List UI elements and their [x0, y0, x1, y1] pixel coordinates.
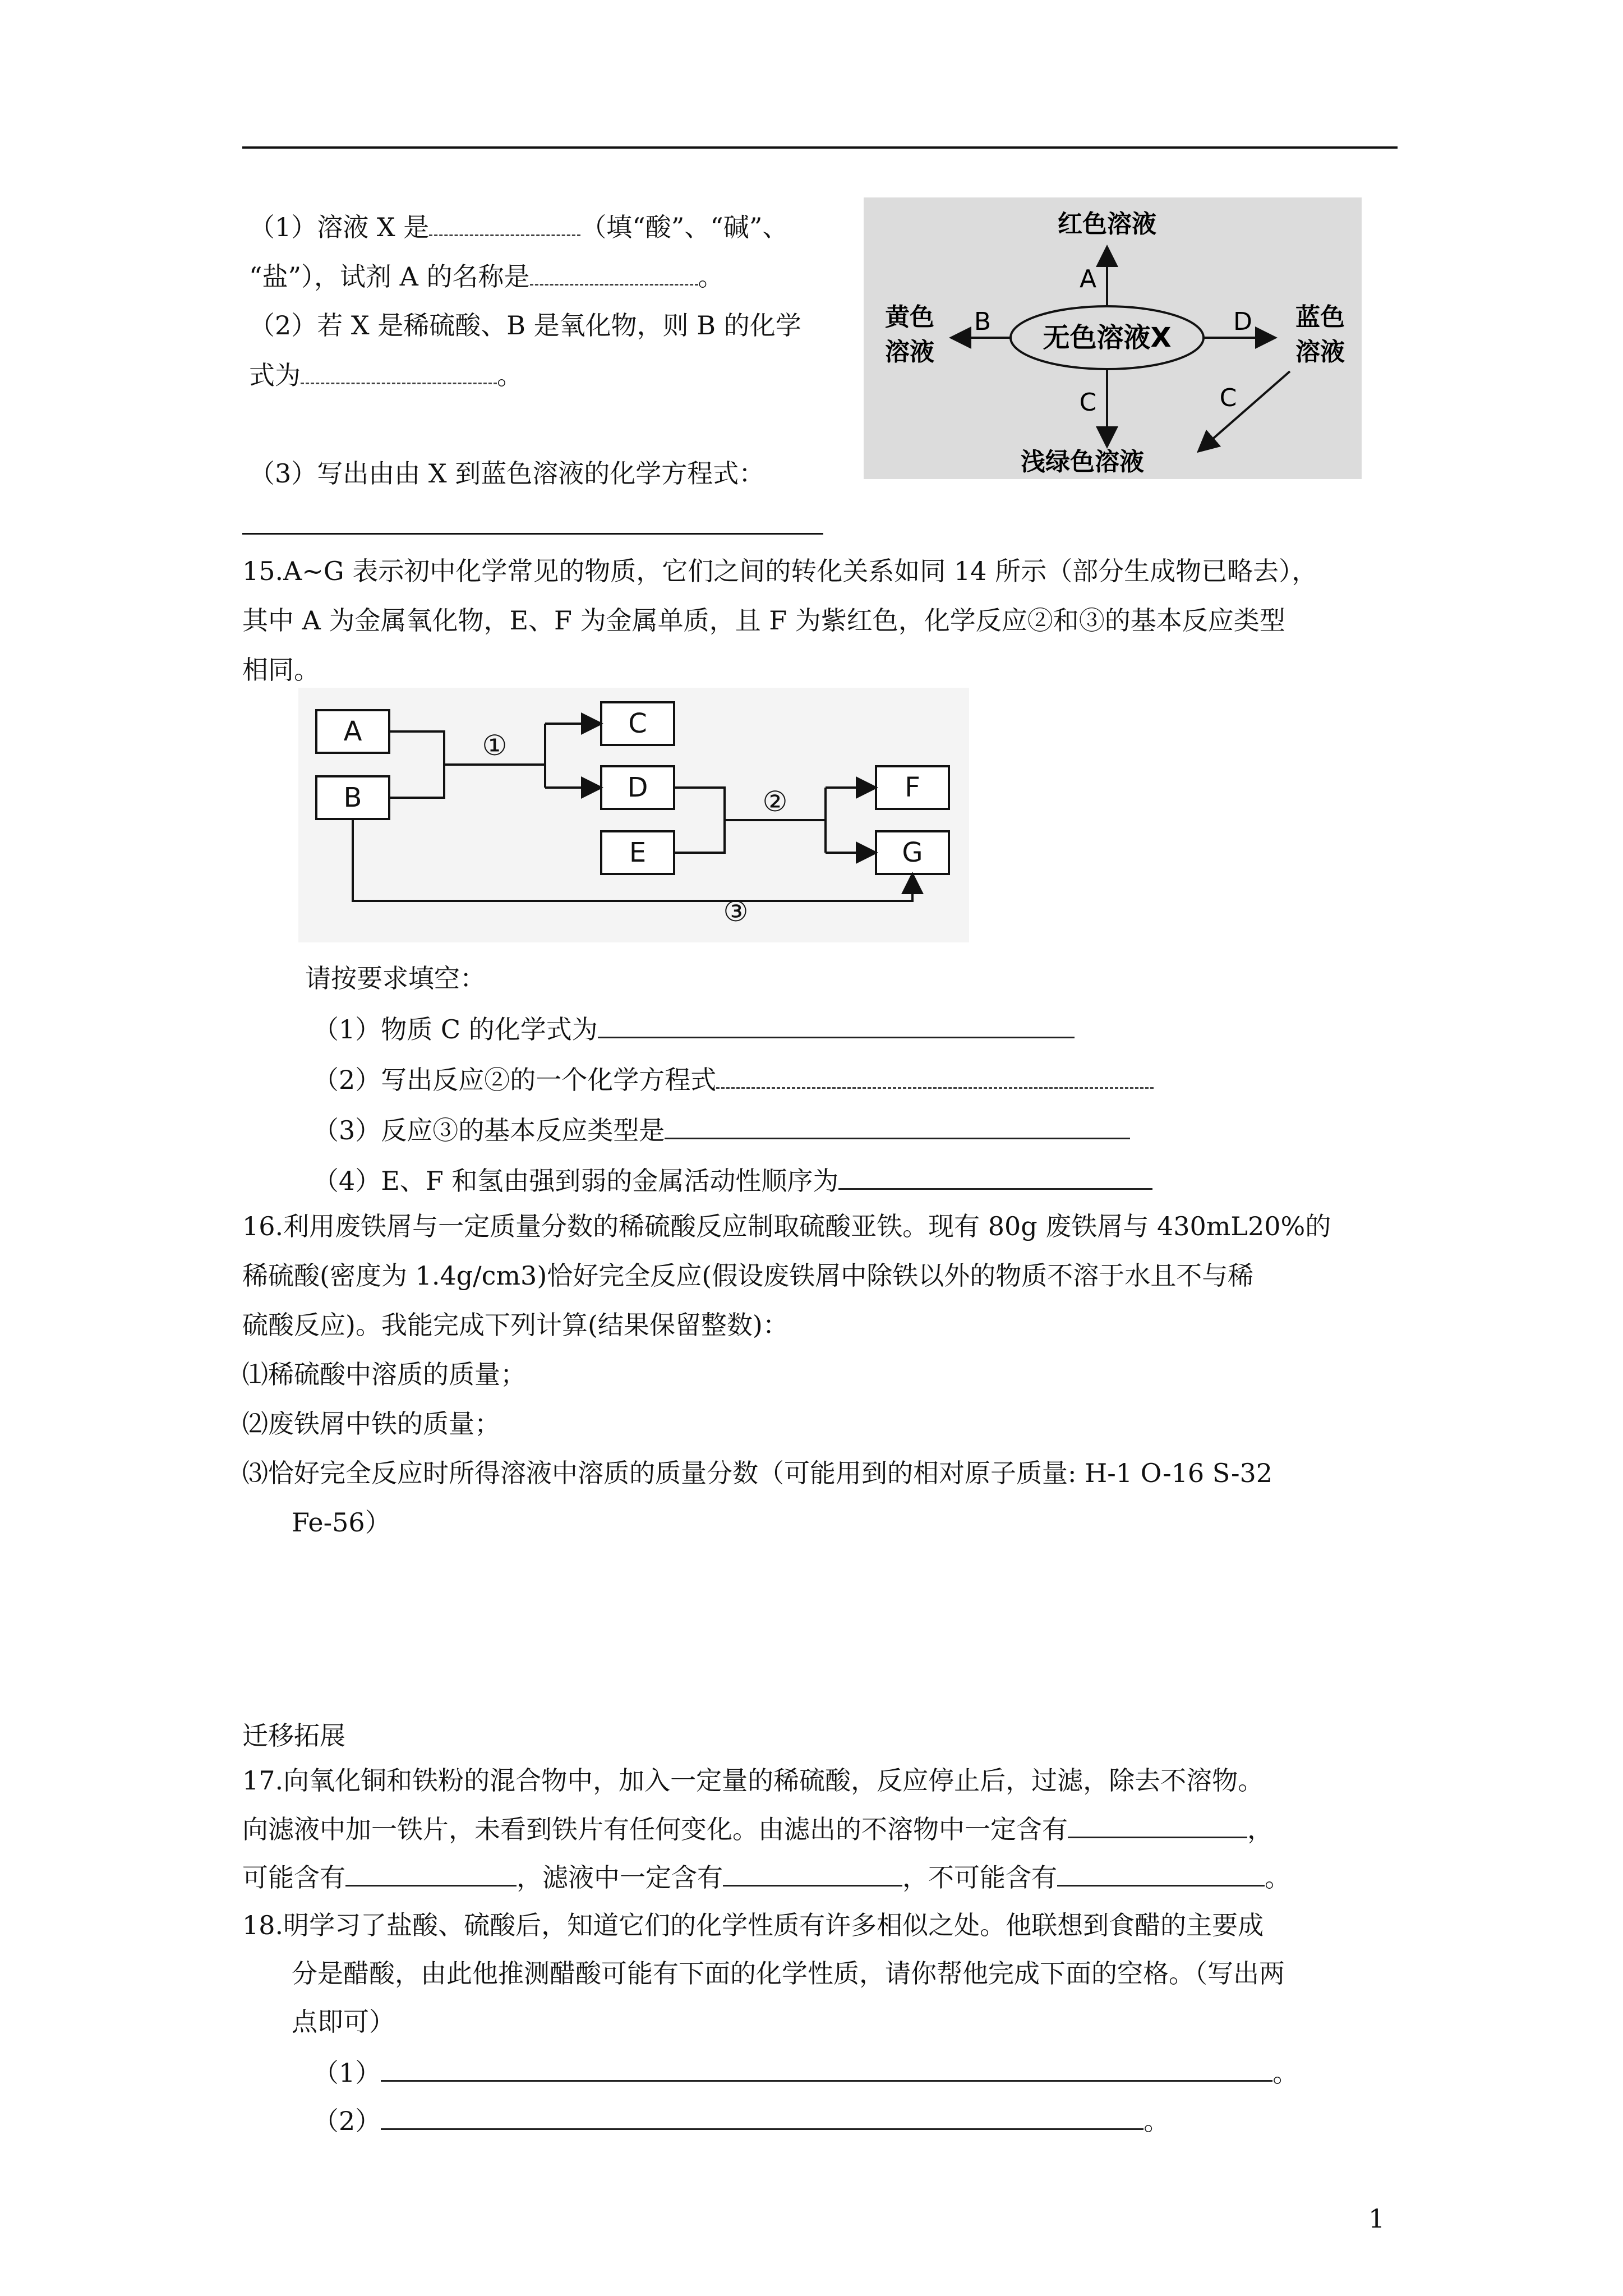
q15-line1: 15.A~G 表示初中化学常见的物质，它们之间的转化关系如同 14 所示（部分生成物已略去）， — [242, 556, 1318, 586]
answer-blank[interactable] — [345, 1860, 517, 1887]
q17-text: 向滤液中加一铁片，未看到铁片有任何变化。由滤出的不溶物中一定含有 — [242, 1814, 1068, 1844]
section-title: 迁移拓展 — [242, 1720, 345, 1751]
arrow-d-label: D — [1233, 307, 1252, 336]
q15-sub4 — [313, 1163, 1152, 1198]
q15-line3: 相同。 — [242, 655, 320, 685]
answer-blank[interactable] — [716, 1062, 1154, 1089]
q15-sub-text: （4）E、F 和氢由强到弱的金属活动性顺序为 — [313, 1166, 839, 1196]
left-label-1: 黄色 — [885, 303, 934, 332]
q17-text: ，不可能含有 — [902, 1862, 1057, 1893]
q18-answer-label: （2） — [313, 2106, 381, 2136]
q17-line3 — [242, 1860, 1290, 1894]
box-e-label: E — [629, 837, 647, 868]
q15-sub-text: （1）物质 C 的化学式为 — [313, 1014, 598, 1045]
q18-text: 。 — [1144, 2106, 1170, 2136]
answer-line[interactable] — [242, 533, 823, 535]
q14-line5: （3）写出由由 X 到蓝色溶液的化学方程式： — [249, 458, 765, 489]
top-label: 红色溶液 — [1058, 210, 1156, 238]
q14-text: （1）溶液 X 是 — [249, 212, 430, 242]
answer-blank[interactable] — [665, 1113, 1130, 1139]
q14-line4 — [249, 358, 523, 392]
box-a-label: A — [343, 716, 362, 747]
q14-text: （填“酸”、“碱”、 — [580, 212, 789, 242]
q14-text: 。 — [497, 360, 523, 390]
answer-blank[interactable] — [598, 1012, 1075, 1038]
q14-line1 — [249, 210, 788, 244]
bottom-label: 浅绿色溶液 — [1021, 448, 1144, 476]
q15-sub-text: （3）反应③的基本反应类型是 — [313, 1115, 665, 1145]
q14-text: 式为 — [249, 360, 301, 390]
answer-blank[interactable] — [530, 259, 698, 286]
page-number: 1 — [1368, 2203, 1385, 2234]
arrow-c2-label: C — [1219, 384, 1237, 412]
q15-sub2 — [313, 1062, 1154, 1097]
q17-line1: 17.向氧化铜和铁粉的混合物中，加入一定量的稀硫酸，反应停止后，过滤，除去不溶物。 — [242, 1765, 1264, 1796]
solution-diagram-svg — [864, 197, 1362, 479]
q18-line1: 18.明学习了盐酸、硫酸后，知道它们的化学性质有许多相似之处。他联想到食醋的主要成 — [242, 1910, 1264, 1940]
box-b-label: B — [343, 782, 362, 813]
answer-blank[interactable] — [723, 1860, 902, 1887]
q15-line2: 其中 A 为金属氧化物，E、F 为金属单质，且 F 为紫红色，化学反应②和③的基本反应类型 — [242, 605, 1285, 636]
q16-part1: ⑴稀硫酸中溶质的质量； — [242, 1359, 526, 1389]
answer-blank[interactable] — [381, 2055, 1272, 2082]
connector-ab — [389, 731, 444, 798]
q17-text: 。 — [1265, 1862, 1290, 1893]
right-label-1: 蓝色 — [1295, 303, 1345, 332]
q14-line2 — [249, 259, 724, 293]
q18-answer-label: （1） — [313, 2058, 381, 2088]
answer-blank[interactable] — [381, 2104, 1144, 2130]
q18-line2: 分是醋酸，由此他推测醋酸可能有下面的化学性质，请你帮他完成下面的空格。（写出两 — [292, 1958, 1285, 1989]
q16-part3-cont: Fe-56） — [292, 1507, 391, 1538]
box-d-label: D — [627, 772, 648, 803]
box-c-label: C — [628, 708, 647, 739]
arrow-c1-label: C — [1079, 388, 1097, 417]
left-label-2: 溶液 — [885, 338, 934, 366]
reaction-1-label: ① — [482, 729, 508, 762]
q16-line3: 硫酸反应)。我能完成下列计算(结果保留整数)： — [242, 1310, 789, 1340]
header-rule — [242, 146, 1398, 149]
q18-answer1 — [313, 2055, 1298, 2090]
q16-line2: 稀硫酸(密度为 1.4g/cm3)恰好完全反应(假设废铁屑中除铁以外的物质不溶于水且不与稀 — [242, 1260, 1254, 1291]
box-f-label: F — [905, 772, 920, 803]
q18-text: 。 — [1272, 2058, 1299, 2088]
arrow-a-label: A — [1079, 265, 1097, 293]
q18-answer2 — [313, 2104, 1169, 2138]
q15-sub3 — [313, 1113, 1130, 1147]
q15-sub1 — [313, 1012, 1075, 1046]
q16-part2: ⑵废铁屑中铁的质量； — [242, 1409, 500, 1439]
right-label-2: 溶液 — [1295, 338, 1345, 366]
answer-blank[interactable] — [1057, 1860, 1265, 1887]
solution-diagram — [864, 197, 1362, 479]
arrow-b-label: B — [974, 307, 992, 336]
answer-blank[interactable] — [429, 210, 580, 236]
q16-part3: ⑶恰好完全反应时所得溶液中溶质的质量分数（可能用到的相对原子质量: H-1 O-16 S-32 — [242, 1458, 1273, 1488]
q17-text: ，滤液中一定含有 — [517, 1862, 723, 1893]
reaction-flow-diagram — [298, 688, 969, 942]
arrow-c2 — [1200, 371, 1290, 450]
q15-instructions: 请按要求填空： — [305, 963, 486, 993]
reaction-3-label: ③ — [723, 895, 749, 928]
connector-de — [674, 788, 725, 853]
answer-blank[interactable] — [838, 1163, 1152, 1190]
q14-text: “盐”），试剂 A 的名称是 — [249, 261, 530, 292]
q16-line1: 16.利用废铁屑与一定质量分数的稀硫酸反应制取硫酸亚铁。现有 80g 废铁屑与 430mL20%的 — [242, 1211, 1331, 1241]
answer-blank[interactable] — [1068, 1812, 1247, 1838]
q14-text: 。 — [698, 261, 724, 292]
reaction-flow-svg — [298, 688, 969, 942]
answer-blank[interactable] — [301, 358, 497, 384]
reaction-2-label: ② — [762, 785, 788, 818]
q18-line3: 点即可） — [292, 2007, 395, 2037]
q14-line3: （2）若 X 是稀硫酸、B 是氧化物，则 B 的化学 — [249, 310, 801, 341]
q17-line2 — [242, 1812, 1273, 1846]
q15-sub-text: （2）写出反应②的一个化学方程式 — [313, 1065, 717, 1095]
q17-text: 可能含有 — [242, 1862, 345, 1893]
q17-text: ， — [1247, 1814, 1273, 1844]
center-label: 无色溶液X — [1043, 322, 1172, 353]
box-g-label: G — [902, 837, 923, 868]
